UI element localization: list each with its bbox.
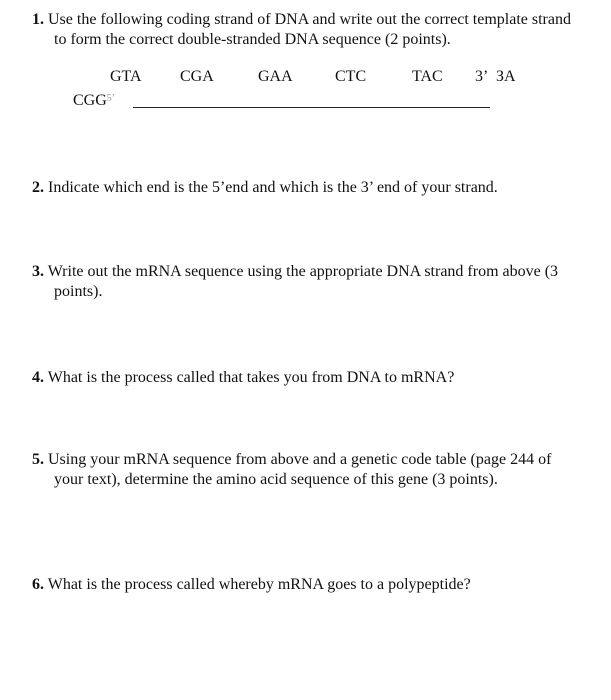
sequence-continuation	[73, 92, 115, 110]
question-text: Use the following coding strand of DNA and write out the correct template strand to form the correct double-stranded DNA sequence (2 points).	[48, 11, 571, 48]
question-text: What is the process called that takes you from DNA to mRNA?	[47, 369, 455, 386]
question-number: 5.	[32, 451, 44, 468]
answer-line[interactable]	[133, 107, 490, 108]
coding-strand-sequence	[90, 68, 550, 88]
question-number: 4.	[32, 369, 44, 386]
codon: TAC	[412, 68, 443, 85]
codon: GTA	[110, 68, 142, 85]
question-3	[32, 262, 577, 302]
question-4	[32, 368, 577, 388]
question-2	[32, 178, 577, 198]
codon: CGA	[180, 68, 214, 85]
three-prime-label: 3’	[475, 68, 489, 85]
question-number: 6.	[32, 576, 44, 593]
codon: CTC	[335, 68, 367, 85]
question-text: What is the process called whereby mRNA goes to a polypeptide?	[47, 576, 471, 593]
codon: GAA	[258, 68, 293, 85]
question-text: Indicate which end is the 5’end and which is the 3’ end of your strand.	[48, 179, 498, 196]
sequence-continuation-text: CGG	[73, 92, 107, 109]
question-text: Using your mRNA sequence from above and a genetic code table (page 244 of your text), determine the amino acid sequence of this gene (3 points).	[48, 451, 552, 488]
question-number: 3.	[32, 263, 44, 280]
question-6	[32, 575, 577, 595]
question-number: 1.	[32, 11, 44, 28]
sequence-end-fragment: ЗA	[496, 68, 516, 85]
question-5	[32, 450, 577, 490]
question-text: Write out the mRNA sequence using the appropriate DNA strand from above (3 points).	[47, 263, 559, 300]
question-1	[32, 10, 577, 50]
question-number: 2.	[32, 179, 44, 196]
five-prime-label: 5’	[106, 93, 116, 104]
